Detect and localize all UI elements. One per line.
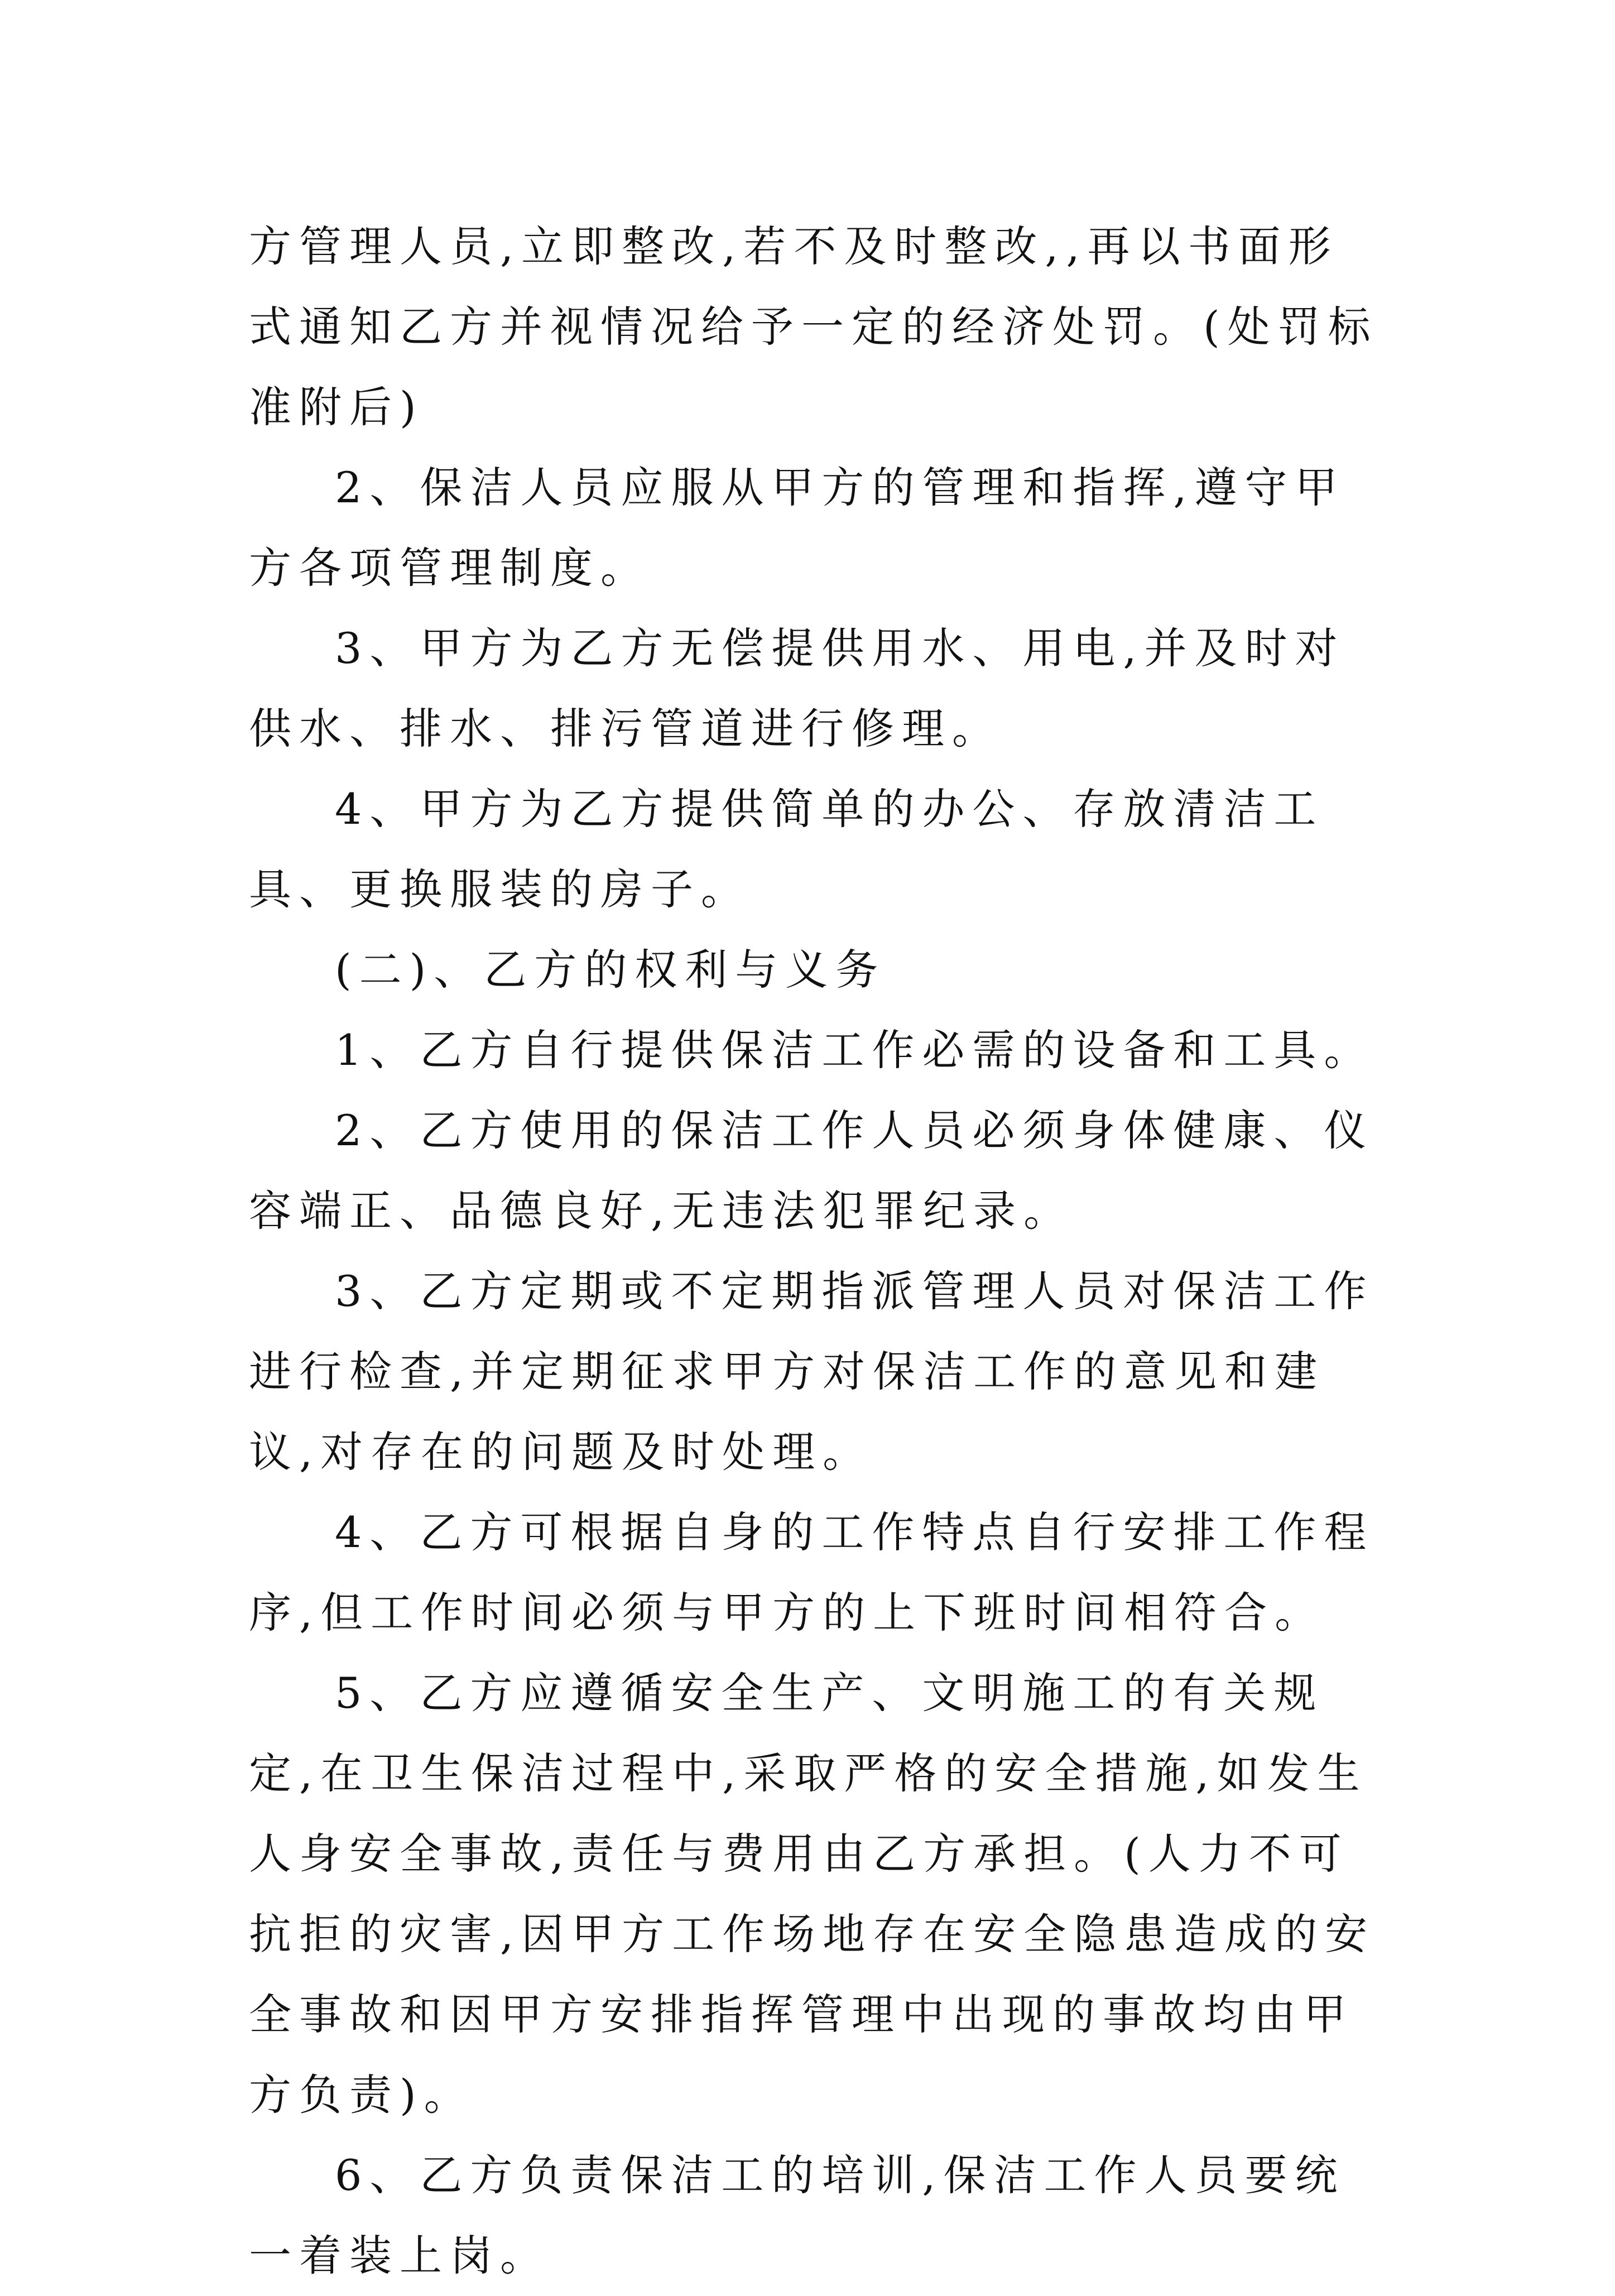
paragraph-2: 2、保洁人员应服从甲方的管理和指挥,遵守甲方各项管理制度。 [249,463,1345,593]
paragraph-10: 5、乙方应遵循安全生产、文明施工的有关规定,在卫生保洁过程中,采取严格的安全措施,如发生人身安全事故,责任与费用由乙方承担。(人力不可抗拒的灾害,因甲方工作场地存在安全隐患造成的安全事故和因甲方安排指挥管理中出现的事故均由甲方负责)。 [249,1668,1376,2120]
paragraph-7: 2、乙方使用的保洁工作人员必须身体健康、仪容端正、品德良好,无违法犯罪纪录。 [249,1106,1374,1236]
paragraph-8: 3、乙方定期或不定期指派管理人员对保洁工作进行检查,并定期征求甲方对保洁工作的意见和建议,对存在的问题及时处理。 [249,1266,1374,1477]
paragraph-1: 方管理人员,立即整改,若不及时整改,,再以书面形式通知乙方并视情况给予一定的经济处罚。(处罚标准附后) [249,222,1378,432]
paragraph-3: 3、甲方为乙方无偿提供用水、用电,并及时对供水、排水、排污管道进行修理。 [249,623,1345,753]
paragraph-4: 4、甲方为乙方提供简单的办公、存放清洁工具、更换服装的房子。 [249,784,1324,914]
document-body [249,206,1387,2296]
paragraph-6: 1、乙方自行提供保洁工作必需的设备和工具。 [335,1025,1374,1075]
paragraph-9: 4、乙方可根据自身的工作特点自行安排工作程序,但工作时间必须与甲方的上下班时间相符合。 [249,1507,1374,1637]
section-heading-party-b: (二)、乙方的权利与义务 [335,945,886,995]
paragraph-11: 6、乙方负责保洁工的培训,保洁工作人员要统一着装上岗。 [249,2150,1345,2280]
